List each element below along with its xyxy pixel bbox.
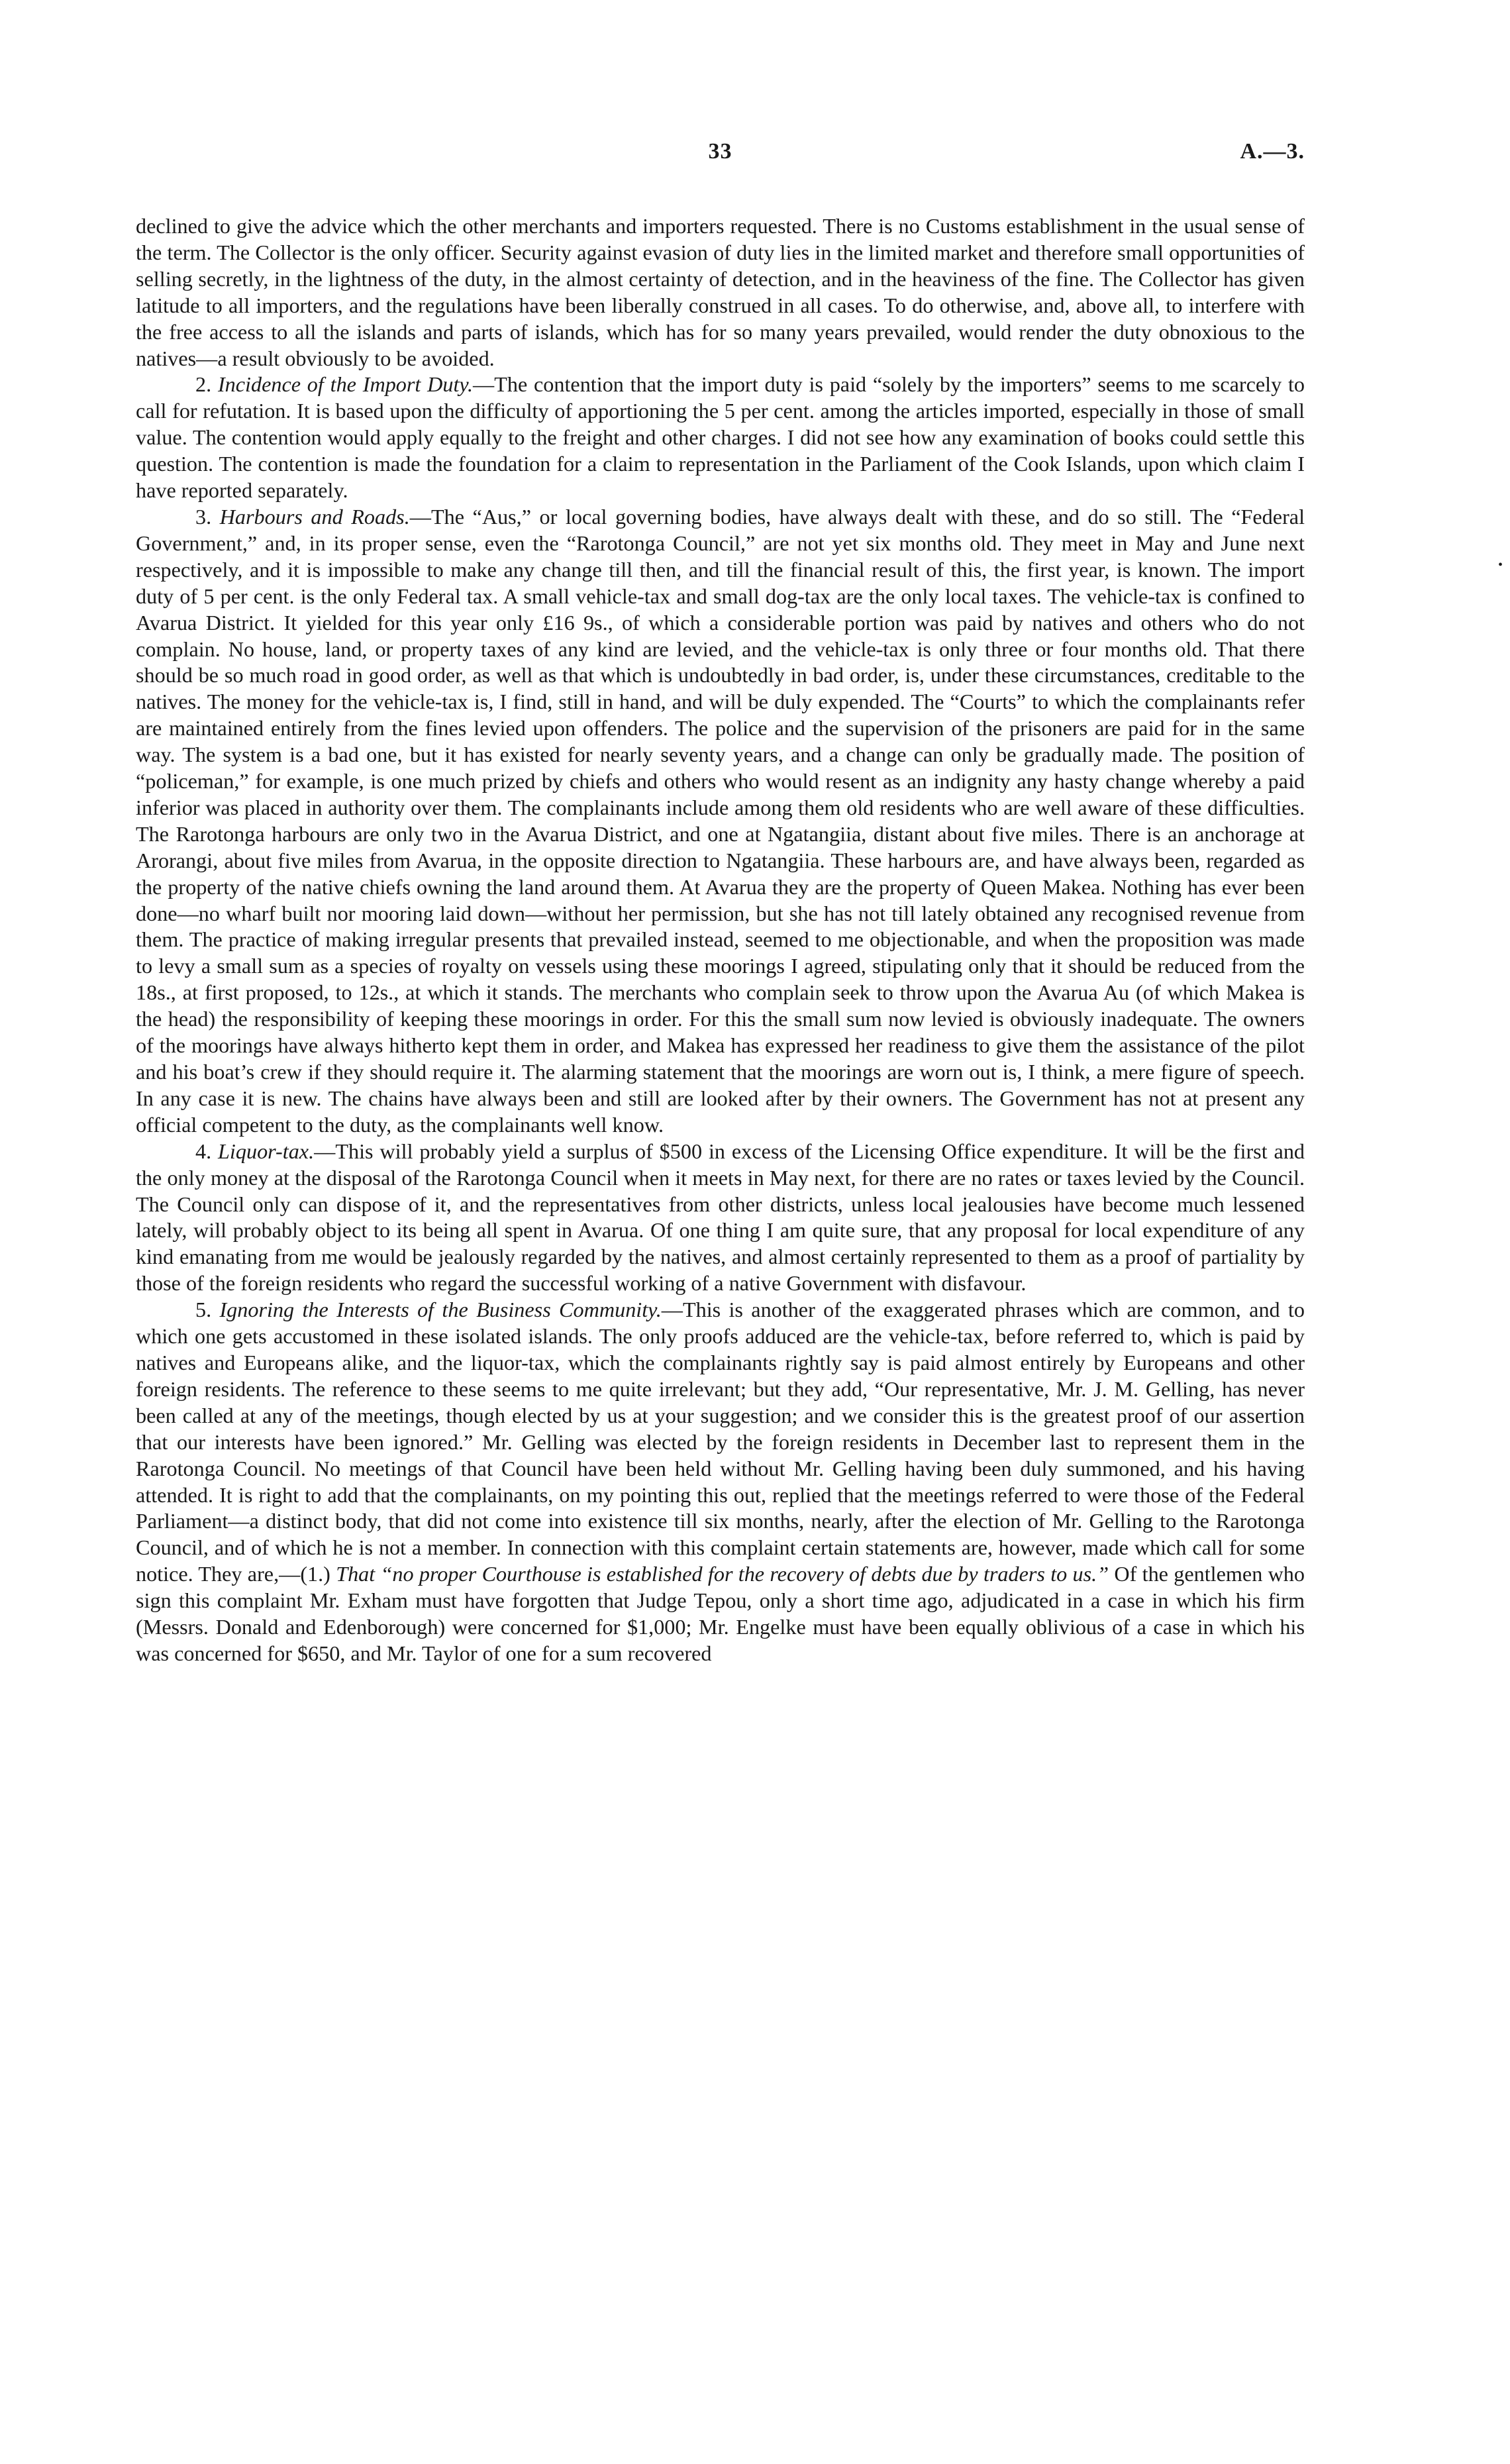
- section-number: 3.: [195, 504, 212, 529]
- section-number: 5.: [195, 1298, 212, 1322]
- paragraph-text: —This is another of the exaggerated phrases which are common, and to which one gets accustomed in these isolated islands. The only proofs adduced are the vehicle-tax, before referred to, which is paid by natives and Europeans alike, and the liquor-tax, which the complainants rightly say is paid almost entirely by Europeans and other foreign residents. The reference to these seems to me quite irrelevant; but they add, “Our representative, Mr. J. M. Gelling, has never been called at any of the meetings, though elected by us at your suggestion; and we consider this is the greatest proof of our assertion that our interests have been ignored.” Mr. Gelling was elected by the foreign residents in December last to represent them in the Rarotonga Council. No meetings of that Council have been held without Mr. Gelling having been duly summoned, and his having attended. It is right to add that the complainants, on my pointing this out, replied that the meetings referred to were those of the Federal Parliament—a distinct body, that did not come into existence till six months, nearly, after the election of Mr. Gelling to the Rarotonga Council, and of which he is not a member. In connection with this complaint certain statements are, however, made which call for some notice. They are,—(1.): [136, 1298, 1305, 1586]
- quoted-complaint: That “no proper Courthouse is established for the recovery of debts due by traders to us.”: [336, 1562, 1109, 1586]
- margin-mark: •: [1498, 558, 1503, 572]
- document-reference: A.—3.: [1240, 139, 1305, 164]
- paragraph-incidence-import-duty: [136, 372, 1305, 504]
- paragraph-text-continued: Of the gentlemen who sign this complaint Mr. Exham must have forgotten that Judge Tepou, only a short time ago, adjudicated in a case in which his firm (Messrs. Donald and Edenborough) were concerned for $1,000; Mr. Engelke must have been equally oblivious of a case in which his was concerned for $650, and Mr. Taylor of one for a sum recovered: [136, 1562, 1305, 1665]
- paragraph-ignoring-interests: [136, 1297, 1305, 1667]
- paragraph-text: —This will probably yield a surplus of $500 in excess of the Licensing Office expenditure. It will be the first and the only money at the disposal of the Rarotonga Council when it meets in May next, for there are no rates or taxes levied by the Council. The Council only can dispose of it, and the representatives from other districts, unless local jealousies have become much lessened lately, will probably object to its being all spent in Avarua. Of one thing I am quite sure, that any proposal for local expenditure of any kind emanating from me would be jealously regarded by the natives, and almost certainly represented to them as a proof of partiality by those of the foreign residents who regard the successful working of a native Government with disfavour.: [136, 1139, 1305, 1296]
- paragraph-text: declined to give the advice which the other merchants and importers requested. There is no Customs establishment in the usual sense of the term. The Collector is the only officer. Security against evasion of duty lies in the limited market and therefore small opportunities of selling secretly, in the lightness of the duty, in the almost certainty of detection, and in the heaviness of the fine. The Collector has given latitude to all importers, and the regulations have been liberally construed in all cases. To do otherwise, and, above all, to interfere with the free access to all the islands and parts of islands, which has for so many years prevailed, would render the duty obnoxious to the natives—a result obviously to be avoided.: [136, 214, 1305, 370]
- section-number: 2.: [195, 372, 212, 397]
- paragraph-continued: [136, 213, 1305, 372]
- paragraph-text: —The contention that the import duty is paid “solely by the importers” seems to me scarcely to call for refutation. It is based upon the difficulty of apportioning the 5 per cent. among the articles imported, especially in those of small value. The contention would apply equally to the freight and other charges. I did not see how any examination of books could settle this question. The contention is made the foundation for a claim to representation in the Parliament of the Cook Islands, upon which claim I have reported separately.: [136, 372, 1305, 503]
- section-heading: Incidence of the Import Duty.: [217, 372, 473, 397]
- section-number: 4.: [195, 1139, 212, 1163]
- section-heading: Ignoring the Interests of the Business Community.: [219, 1298, 662, 1322]
- body-text: [136, 213, 1305, 1667]
- section-heading: Harbours and Roads.: [219, 504, 410, 529]
- paragraph-harbours-roads: [136, 504, 1305, 1139]
- page-number: 33: [708, 139, 732, 164]
- section-heading: Liquor-tax.: [218, 1139, 315, 1163]
- paragraph-text: —The “Aus,” or local governing bodies, have always dealt with these, and do so still. The “Federal Government,” and, in its proper sense, even the “Rarotonga Council,” are not yet six months old. They meet in May and June next respectively, and it is impossible to make any change till then, and till the financial result of this, the first year, is known. The import duty of 5 per cent. is the only Federal tax. A small vehicle-tax and small dog-tax are the only local taxes. The vehicle-tax is confined to Avarua District. It yielded for this year only £16 9s., of which a considerable portion was paid by natives and others who do not complain. No house, land, or property taxes of any kind are levied, and the vehicle-tax is only three or four months old. That there should be so much road in good order, as well as that which is undoubtedly in bad order, is, under these circumstances, creditable to the natives. The money for the vehicle-tax is, I find, still in hand, and will be duly expended. The “Courts” to which the complainants refer are maintained entirely from the fines levied upon offenders. The police and the supervision of the prisoners are paid for in the same way. The system is a bad one, but it has existed for nearly seventy years, and a change can only be gradually made. The position of “policeman,” for example, is one much prized by chiefs and others who would resent as an indignity any hasty change whereby a paid inferior was placed in authority over them. The complainants include among them old residents who are well aware of these difficulties. The Rarotonga harbours are only two in the Avarua District, and one at Ngatangiia, distant about five miles. There is an anchorage at Arorangi, about five miles from Avarua, in the opposite direction to Ngatangiia. These harbours are, and have always been, regarded as the property of the native chiefs owning the land around them. At Avarua they are the property of Queen Makea. Nothing has ever been done—no wharf built nor mooring laid down—without her permission, but she has not till lately obtained any recognised revenue from them. The practice of making irregular presents that prevailed instead, seemed to me objectionable, and when the proposition was made to levy a small sum as a species of royalty on vessels using these moorings I agreed, stipulating only that it should be reduced from the 18s., at first proposed, to 12s., at which it stands. The merchants who complain seek to throw upon the Avarua Au (of which Makea is the head) the responsibility of keeping these moorings in order. For this the small sum now levied is obviously inadequate. The owners of the moorings have always hitherto kept them in order, and Makea has expressed her readiness to give them the assistance of the pilot and his boat’s crew if they should require it. The alarming statement that the moorings are worn out is, I think, a mere figure of speech. In any case it is new. The chains have always been and still are looked after by their owners. The Government has not at present any official competent to the duty, as the complainants well know.: [136, 504, 1305, 1137]
- page-header: [136, 139, 1305, 179]
- paragraph-liquor-tax: [136, 1139, 1305, 1297]
